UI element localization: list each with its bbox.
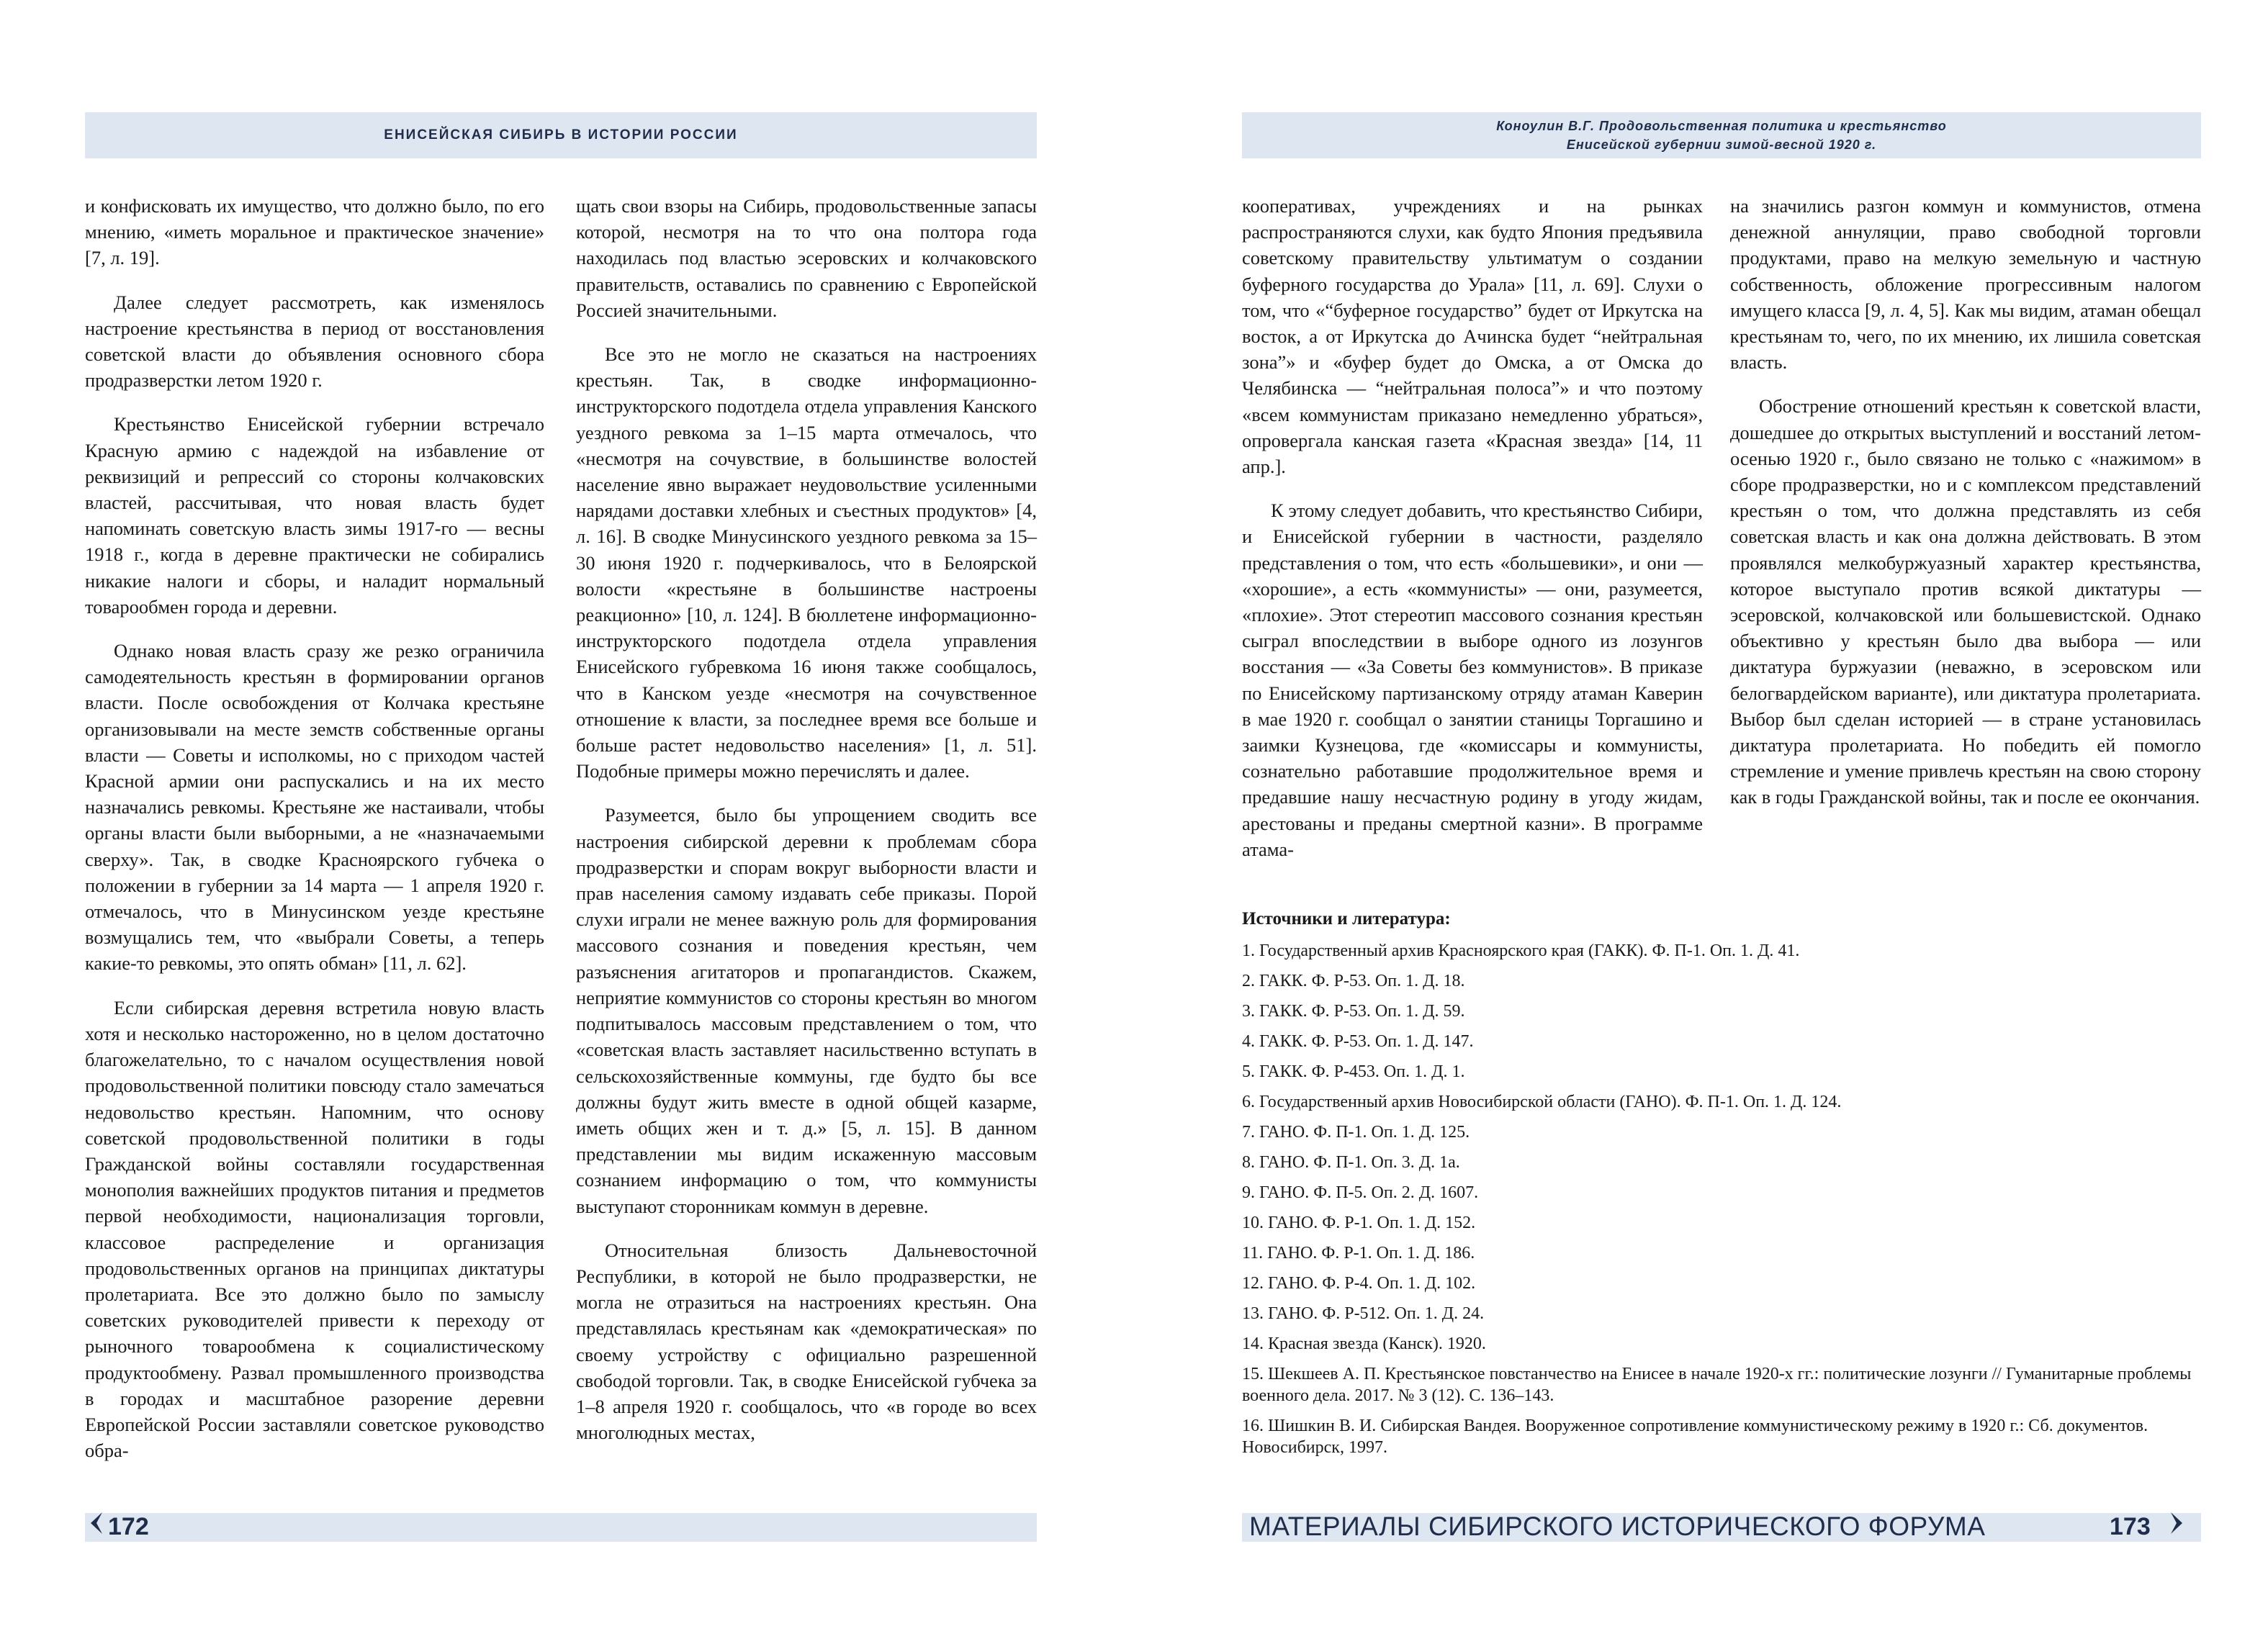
paragraph: Обострение отношений крестьян к советской власти, дошедшее до открытых выступлений и восстаний летом-осенью 1920 г., было связано не только с «нажимом» в сборе продразверстки, но и с комплексом представлений крестьян о том, что должна представлять из себя советская власть и как она должна действовать. В этом проявлялся мелкобуржуазный характер крестьянства, которое выступало против всякой диктатуры — эсеровской, колчаковской или большевистской. Однако объективно у крестьян было два выбора — или диктатура буржуазии (неважно, в эсеровском или белогвардейском варианте), или диктатура пролетариата. Выбор был сделан историей — в стране установилась диктатура пролетариата. Но победить ей помогло стремление и умение привлечь крестьян на свою сторону как в годы Гражданской войны, так и после ее окончания. [1730,395,2201,808]
paragraph: и конфисковать их имущество, что должно было, по его мнению, «иметь моральное и практическое значение» [7, л. 19]. [85,195,544,269]
sources-section [1242,908,2201,1467]
source-item: 13. ГАНО. Ф. Р-512. Оп. 1. Д. 24. [1242,1304,1485,1323]
source-item: 14. Красная звезда (Канск). 1920. [1242,1334,1486,1353]
left-column-1 [85,193,544,1481]
running-header-title: ЕНИСЕЙСКАЯ СИБИРЬ В ИСТОРИИ РОССИИ [384,127,738,143]
paragraph: Далее следует рассмотреть, как изменялось настроение крестьянства в период от восстановления советской власти до объявления основного сбора продразверстки летом 1920 г. [85,291,544,392]
paragraph: Крестьянство Енисейской губернии встречало Красную армию с надеждой на избавление от реквизиций и репрессий со стороны колчаковских властей, рассчитывая, что новая власть будет напоминать советскую власть зимы 1917-го — весны 1918 г., когда в деревне практически не собирались никакие налоги и сборы, и наладит нормальный товарообмен города и деревни. [85,413,544,618]
source-item: 5. ГАКК. Ф. Р-453. Оп. 1. Д. 1. [1242,1062,1465,1081]
chevron-left-icon [88,1512,104,1534]
chevron-right-icon [2169,1512,2185,1534]
page-number: 173 [2110,1513,2151,1540]
paragraph: Если сибирская деревня встретила новую власть хотя и несколько настороженно, но в целом достаточно благожелательно, то с началом осуществления новой продовольственной политики повсюду стало замечаться недовольство крестьян. Напомним, что основу советской продовольственной политики в годы Гражданской войны составляли государственная монополия важнейших продуктов питания и предметов первой необходимости, национализация торговли, классовое распределение и организация продовольственных органов на принципах диктатуры пролетариата. Все это должно было по замыслу советских руководителей привести к переходу от рыночного товарообмена к социалистическому продуктообмену. Развал промышленного производства в городах и масштабное разорение деревни Европейской России заставляли советское руководство обра- [85,996,544,1462]
paragraph: Разумеется, было бы упрощением сводить все настроения сибирской деревни к проблемам сбора продразверстки и спорам вокруг выборности власти и прав населения самому издавать себе приказы. Порой слухи играли не менее важную роль для формирования массового сознания и поведения крестьян, чем разъяснения агитаторов и пропагандистов. Скажем, неприятие коммунистов со стороны крестьян во многом подпитывалось массовым представлением о том, что «советская власть заставляет насильственно вступать в сельскохозяйственные коммуны, где будто бы все должны будут жить вместе в одной общей казарме, иметь общих жен и т. д.» [5, л. 15]. В данном представлении мы видим искаженную массовым сознанием информацию о том, что коммунисты выступают сторонникам коммун в деревне. [576,804,1037,1217]
source-item: 9. ГАНО. Ф. П-5. Оп. 2. Д. 1607. [1242,1183,1479,1202]
page-number: 172 [108,1513,149,1540]
source-item: 11. ГАНО. Ф. Р-1. Оп. 1. Д. 186. [1242,1244,1475,1263]
running-header-line-1: Коноулин В.Г. Продовольственная политика и крестьянство [1496,119,1947,133]
series-title: МАТЕРИАЛЫ СИБИРСКОГО ИСТОРИЧЕСКОГО ФОРУМА [1249,1512,1986,1541]
right-column-1 [1242,193,1703,880]
source-item: 4. ГАКК. Ф. Р-53. Оп. 1. Д. 147. [1242,1032,1474,1051]
paragraph: Однако новая власть сразу же резко ограничила самодеятельность крестьян в формировании органов власти. После освобождения от Колчака крестьяне организовывали на месте земств собственные органы власти — Советы и исполкомы, но с приходом частей Красной армии они распускались и на их место назначались ревкомы. Крестьяне же настаивали, чтобы органы власти были выборными, а не «назначаемыми сверху». Так, в сводке Красноярского губчека о положении в губернии за 14 марта — 1 апреля 1920 г. отмечалось, что в Минусинском уезде крестьяне возмущались тем, что «выбрали Советы, а теперь какие-то ревкомы, это опять обман» [11, л. 62]. [85,640,544,975]
paragraph: Относительная близость Дальневосточной Республики, в которой не было продразверстки, не могла не отразиться на настроениях крестьян. Она представлялась крестьянам как «демократическая» по своему устройству с официально разрешенной свободой торговли. Так, в сводке Енисейской губчека за 1–8 апреля 1920 г. сообщалось, что «в городе во всех многолюдных местах, [576,1239,1037,1444]
source-item: 7. ГАНО. Ф. П-1. Оп. 1. Д. 125. [1242,1123,1470,1142]
paragraph: К этому следует добавить, что крестьянство Сибири, и Енисейской губернии в частности, разделяло представления о том, что есть «большевики», и они — «хорошие», а есть «коммунисты» — они, разумеется, «плохие». Этот стереотип массового сознания крестьян сыграл впоследствии в выборе одного из лозунгов восстания — «За Советы без коммунистов». В приказе по Енисейскому партизанскому отряду атаман Каверин в мае 1920 г. сообщал о занятии станицы Торгашино и заимки Кузнецова, где «комиссары и коммунисты, сознательно работавшие продолжительное время и предавшие нашу несчастную родину в угоду жидам, арестованы и преданы смертной казни». В программе атама- [1242,500,1703,860]
running-header [85,112,1037,158]
paragraph: на значились разгон коммун и коммунистов, отмена денежной аннуляции, право свободной торговли продуктами, право на мелкую земельную и частную собственность, обложение прогрессивным налогом имущего класса [9, л. 4, 5]. Как мы видим, атаман обещал крестьянам то, чего, по их мнению, их лишила советская власть. [1730,195,2201,374]
paragraph: щать свои взоры на Сибирь, продовольственные запасы которой, несмотря на то что она полтора года находилась под властью эсеровских и колчаковского правительств, оставались по сравнению с Европейской Россией значительными. [576,195,1037,321]
running-header [1242,112,2201,158]
source-item: 10. ГАНО. Ф. Р-1. Оп. 1. Д. 152. [1242,1214,1476,1232]
right-column-2 [1730,193,2201,828]
running-header-line-2: Енисейской губернии зимой-весной 1920 г. [1566,137,1877,152]
left-column-2 [576,193,1037,1463]
paragraph: Все это не могло не сказаться на настроениях крестьян. Так, в сводке информационно-инструкторского подотдела отдела управления Канского уездного ревкома за 1–15 марта отмечалось, что «несмотря на сочувствие, в большинстве волостей население явно выражает неудовольствие усиленными нарядами доставки хлебных и съестных продуктов» [4, л. 16]. В сводке Минусинского уездного ревкома за 15–30 июня 1920 г. подчеркивалось, что в Белоярской волости «крестьяне в большинстве настроены реакционно» [10, л. 124]. В бюллетене информационно-инструкторского подотдела отдела управления Енисейского губревкома 16 июня также сообщалось, что в Канском уезде «несмотря на сочувственное отношение к власти, за последнее время все больше и больше растет недовольство населения» [1, л. 51]. Подобные примеры можно перечислять и далее. [576,343,1037,782]
source-item: 6. Государственный архив Новосибирской области (ГАНО). Ф. П-1. Оп. 1. Д. 124. [1242,1093,1842,1111]
footer-band [85,1513,1037,1542]
source-item: 2. ГАКК. Ф. Р-53. Оп. 1. Д. 18. [1242,972,1465,990]
right-page [1134,0,2268,1644]
sources-list [1242,940,2201,1458]
source-item: 8. ГАНО. Ф. П-1. Оп. 3. Д. 1а. [1242,1153,1460,1172]
sources-title: Источники и литература: [1242,909,1451,929]
paragraph: кооперативах, учреждениях и на рынках распространяются слухи, как будто Япония предъявила советскому правительству ультиматум о создании буферного государства до Урала» [11, л. 69]. Слухи о том, что «“буферное государство” будет от Иркутска на восток, а от Иркутска до Ачинска будет “нейтральная зона”» и «буфер будет до Омска, а от Омска до Челябинска — “нейтральная полоса”» и что поэтому «всем коммунистам приказано немедленно убраться», опровергала канская газета «Красная звезда» [14, 11 апр.]. [1242,195,1703,478]
source-item: 1. Государственный архив Красноярского края (ГАКК). Ф. П-1. Оп. 1. Д. 41. [1242,941,1800,960]
source-item: 15. Шекшеев А. П. Крестьянское повстанчество на Енисее в начале 1920-х гг.: политические лозунги // Гуманитарные проблемы военного дела. 2017. № 3 (12). С. 136–143. [1242,1365,2192,1405]
source-item: 16. Шишкин В. И. Сибирская Вандея. Вооруженное сопротивление коммунистическому режиму в 1920 г.: Сб. документов. Новосибирск, 1997. [1242,1417,2148,1457]
source-item: 12. ГАНО. Ф. Р-4. Оп. 1. Д. 102. [1242,1274,1476,1293]
source-item: 3. ГАКК. Ф. Р-53. Оп. 1. Д. 59. [1242,1002,1465,1021]
